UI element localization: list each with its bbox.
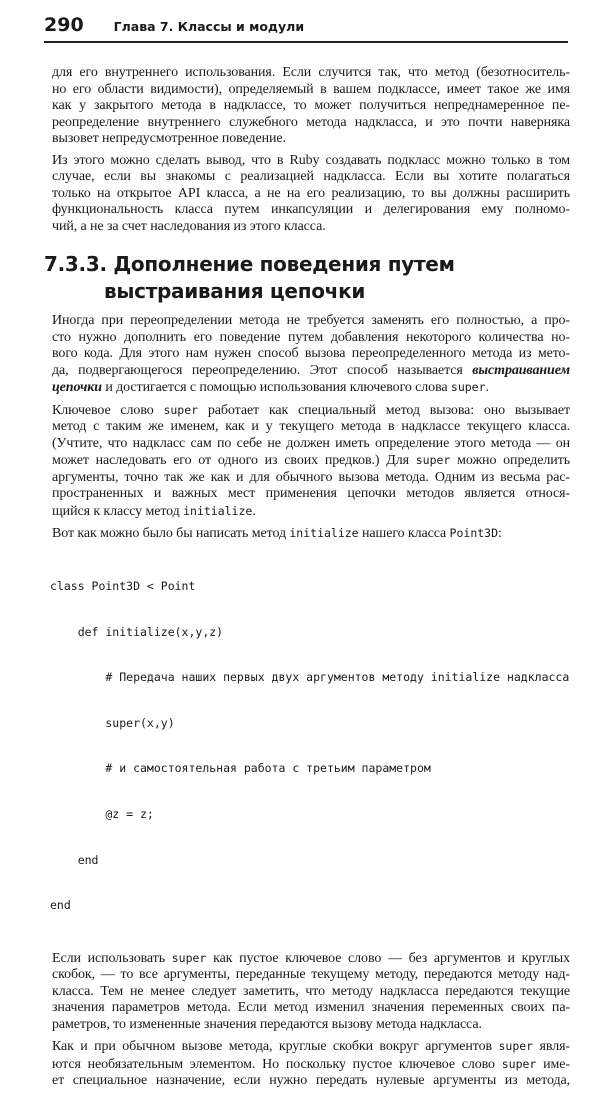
text-run: : — [498, 526, 502, 541]
text-run: (Учтите, что надкласс сам по себе не должен иметь определение этого метода — он — [52, 435, 570, 451]
text-line — [52, 379, 570, 397]
text-line — [52, 202, 570, 219]
paragraph — [52, 950, 570, 1034]
text-line — [52, 363, 570, 380]
code-line: end — [50, 898, 71, 913]
text-line — [52, 1000, 570, 1017]
text-line — [52, 525, 570, 543]
text-line — [52, 1017, 570, 1034]
text-run: раметров, то измененные значения передаются вызову метода надкласса. — [52, 1016, 482, 1032]
text-run: Вот как можно было бы написать метод — [52, 526, 290, 541]
text-run: для его внутреннего использования. Если случится так, что метод (безотноситель- — [52, 65, 570, 80]
text-run: аргументы, точно так же как и для обычного вызова метода. Одним из весьма рас- — [52, 469, 570, 485]
text-line — [52, 1056, 570, 1074]
text-run: Из этого можно сделать вывод, что в Ruby создавать подкласс можно только в том — [52, 152, 570, 168]
inline-code: initialize — [183, 503, 253, 518]
code-block — [50, 549, 570, 944]
text-run: Как и при обычном вызове метода, круглые скобки вокруг аргументов — [52, 1039, 499, 1055]
text-run: Ключевое слово — [52, 402, 164, 418]
text-line — [52, 313, 570, 330]
text-run: Иногда при переопределении метода не требуется заменять его полностью, а про- — [52, 313, 570, 328]
paragraph — [52, 313, 570, 397]
text-run: . — [485, 380, 489, 395]
inline-code: super — [498, 1039, 534, 1054]
text-run: как пустое ключевое слово — без аргументов и круглых — [206, 950, 570, 966]
text-run: сто нужно дополнить его поведение путем добавления некоторого количества но- — [52, 329, 570, 345]
text-run: реопределение внутреннего служебного метода надкласса, и это почти наверняка — [52, 114, 570, 130]
text-line — [52, 1038, 570, 1056]
inline-code: super — [450, 380, 486, 394]
text-line — [52, 486, 570, 503]
text-run: пространенных и важных мест применения цепочки методов является относя- — [52, 486, 570, 501]
text-line — [52, 330, 570, 347]
text-run: чий, а не за счет наследования из этого класса. — [52, 218, 326, 234]
emphasis-term: выстраиванием — [472, 362, 570, 378]
text-line — [52, 219, 570, 236]
inline-code: super — [171, 950, 207, 965]
section-number: 7.3.3. — [44, 252, 107, 276]
code-line: class Point3D < Point — [50, 578, 196, 593]
text-line — [52, 402, 570, 420]
section-title-line2: выстраивания цепочки — [104, 279, 366, 303]
paragraph — [52, 525, 570, 543]
text-run: ются необязательным элементом. Но поскольку пустое ключевое слово — [52, 1056, 502, 1072]
text-run: скобок, — то все аргументы, переданные текущему методу, передаются методу над- — [52, 967, 570, 983]
text-line — [52, 65, 570, 82]
text-line — [52, 346, 570, 363]
chapter-title: Глава 7. Классы и модули — [113, 19, 305, 34]
text-run: щийся к классу метод — [52, 503, 184, 519]
code-line: # Передача наших первых двух аргументов методу initialize надкласса — [50, 670, 570, 685]
text-run: и достигается с помощью использования ключевого слова — [101, 380, 451, 395]
text-line — [52, 436, 570, 453]
text-line — [52, 169, 570, 186]
inline-code: initialize — [289, 526, 359, 540]
text-line — [52, 984, 570, 1001]
text-run: работает как специальный метод вызова: оно вызывает — [198, 402, 570, 418]
text-line — [52, 503, 570, 521]
text-run: случае, если вы знакомы с реализацией надкласса. Если вы хотите полагаться — [52, 169, 570, 184]
text-line — [52, 82, 570, 99]
text-run: только на открытое API класса, а не на его реализацию, то вы должны расширить — [52, 185, 570, 201]
text-line — [52, 186, 570, 203]
code-line: # и самостоятельная работа с третьим параметром — [50, 761, 431, 776]
text-run: вызовет непредусмотренное поведение. — [52, 131, 286, 146]
paragraph — [52, 153, 570, 236]
text-line — [52, 967, 570, 984]
text-line — [52, 1073, 570, 1090]
text-run: Если использовать — [52, 950, 172, 966]
inline-code: super — [163, 402, 199, 417]
text-run: можно определить — [450, 453, 570, 468]
text-run: . — [252, 503, 256, 519]
text-line — [52, 153, 570, 170]
section-heading — [44, 251, 570, 305]
text-run: значения параметров метода. Если метод изменил значения переменных своих па- — [52, 1000, 570, 1016]
text-run: может наследовать его от одного из своих предков.) Для — [52, 453, 416, 468]
code-line: def initialize(x,y,z) — [50, 624, 224, 639]
section-title-line1: Дополнение поведения путем — [113, 252, 455, 276]
text-run: функциональность класса путем инкапсуляции и делегирования ему полномо- — [52, 202, 570, 217]
code-line: @z = z; — [50, 806, 154, 821]
page-header — [44, 14, 568, 43]
code-line: end — [50, 852, 99, 867]
text-run: нашего класса — [358, 526, 450, 541]
inline-code: super — [501, 1056, 537, 1071]
inline-code: Point3D — [449, 526, 499, 540]
text-run: явля- — [533, 1039, 570, 1055]
text-run: метод с таким же именем, как и у текущего метода в надклассе текущего класса. — [52, 419, 570, 434]
text-line — [52, 452, 570, 470]
text-line — [52, 470, 570, 487]
paragraph — [52, 402, 570, 521]
page-number: 290 — [44, 14, 84, 36]
text-run: да, подвергающегося переопределению. Этот способ называется — [52, 362, 473, 378]
text-line — [52, 131, 570, 148]
inline-code: super — [415, 453, 451, 467]
text-run: име- — [536, 1056, 570, 1072]
text-line — [52, 950, 570, 968]
paragraph — [52, 1038, 570, 1090]
text-run: но его области видимости), определяемый в вашем подклассе, имеет такое же имя — [52, 81, 570, 97]
text-line — [52, 98, 570, 115]
text-run: класса. Тем не менее следует заметить, что методу надкласса передаются текущие — [52, 983, 570, 999]
code-line: super(x,y) — [50, 715, 175, 730]
text-run: как у закрытого метода в надклассе, то может получиться непреднамеренное пе- — [52, 98, 570, 113]
text-run: ет специальное назначение, если нужно передать нулевые аргументы из метода, — [52, 1073, 570, 1089]
text-line — [52, 419, 570, 436]
text-line — [52, 115, 570, 132]
emphasis-term: цепочки — [52, 380, 102, 395]
paragraph — [52, 65, 570, 148]
text-run: вого кода. Для этого нам нужен способ вызова переопределенного метода из мето- — [52, 346, 570, 361]
